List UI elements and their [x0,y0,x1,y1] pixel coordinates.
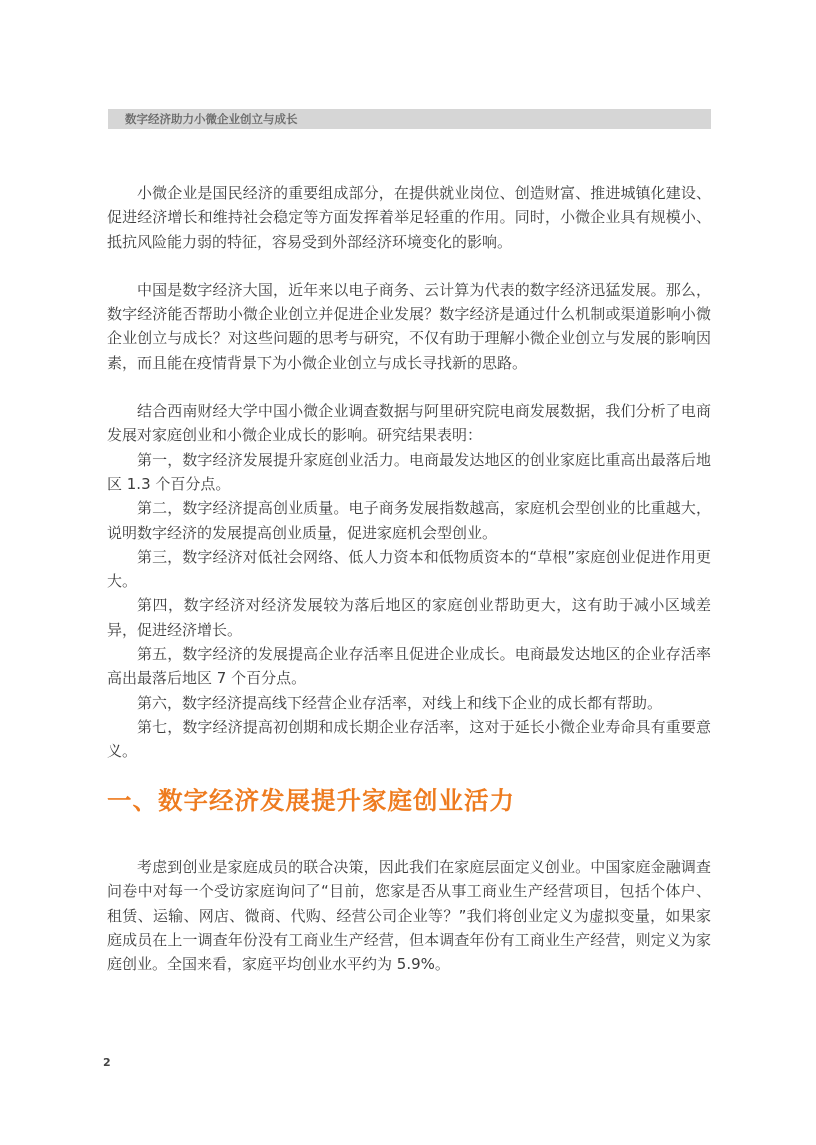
paragraph-gap [107,254,711,278]
finding-item: 第七，数字经济提高初创期和成长期企业存活率，这对于延长小微企业寿命具有重要意义。 [107,717,711,761]
section-paragraph: 考虑到创业是家庭成员的联合决策，因此我们在家庭层面定义创业。中国家庭金融调查问卷中对每一个受访家庭询问了“目前，您家是否从事工商业生产经营项目，包括个体户、租赁、运输、网店、微商、代购、经营公司企业等？”我们将创业定义为虚拟变量，如果家庭成员在上一调查年份没有工商业生产经营，但本调查年份有工商业生产经营，则定义为家庭创业。全国来看，家庭平均创业水平约为 5.9%。 [107,858,711,974]
finding-item: 第二，数字经济提高创业质量。电子商务发展指数越高，家庭机会型创业的比重越大，说明数字经济的发展提高创业质量，促进家庭机会型创业。 [107,499,711,542]
running-header [108,109,711,129]
intro-paragraph: 中国是数字经济大国，近年来以电子商务、云计算为代表的数字经济迅猛发展。那么，数字经济能否帮助小微企业创立并促进企业发展？数字经济是通过什么机制或渠道影响小微企业创立与成长？对这些问题的思考与研究，不仅有助于理解小微企业创立与发展的影响因素，而且能在疫情背景下为小微企业创立与成长寻找新的思路。 [107,280,711,372]
section-body [107,855,711,976]
page-number: 2 [103,1056,111,1069]
finding-item: 第六，数字经济提高线下经营企业存活率，对线上和线下企业的成长都有帮助。 [137,693,663,712]
running-header-title: 数字经济助力小微企业创立与成长 [125,112,298,126]
finding-item: 第一，数字经济发展提升家庭创业活力。电商最发达地区的创业家庭比重高出最落后地区 1.3 个百分点。 [107,450,711,493]
intro-section [107,181,711,764]
finding-item: 第五，数字经济的发展提高企业存活率且促进企业成长。电商最发达地区的企业存活率高出最落后地区 7 个百分点。 [107,645,711,688]
paragraph-gap [107,375,711,399]
finding-item: 第三，数字经济对低社会网络、低人力资本和低物质资本的“草根”家庭创业促进作用更大。 [107,547,711,591]
intro-paragraph: 小微企业是国民经济的重要组成部分，在提供就业岗位、创造财富、推进城镇化建设、促进经济增长和维持社会稳定等方面发挥着举足轻重的作用。同时，小微企业具有规模小、抵抗风险能力弱的特征，容易受到外部经济环境变化的影响。 [107,184,711,251]
finding-item: 第四，数字经济对经济发展较为落后地区的家庭创业帮助更大，这有助于减小区域差异，促进经济增长。 [107,596,711,639]
findings-intro: 结合西南财经大学中国小微企业调查数据与阿里研究院电商发展数据，我们分析了电商发展对家庭创业和小微企业成长的影响。研究结果表明： [107,402,711,445]
section-heading: 一、数字经济发展提升家庭创业活力 [107,786,515,815]
